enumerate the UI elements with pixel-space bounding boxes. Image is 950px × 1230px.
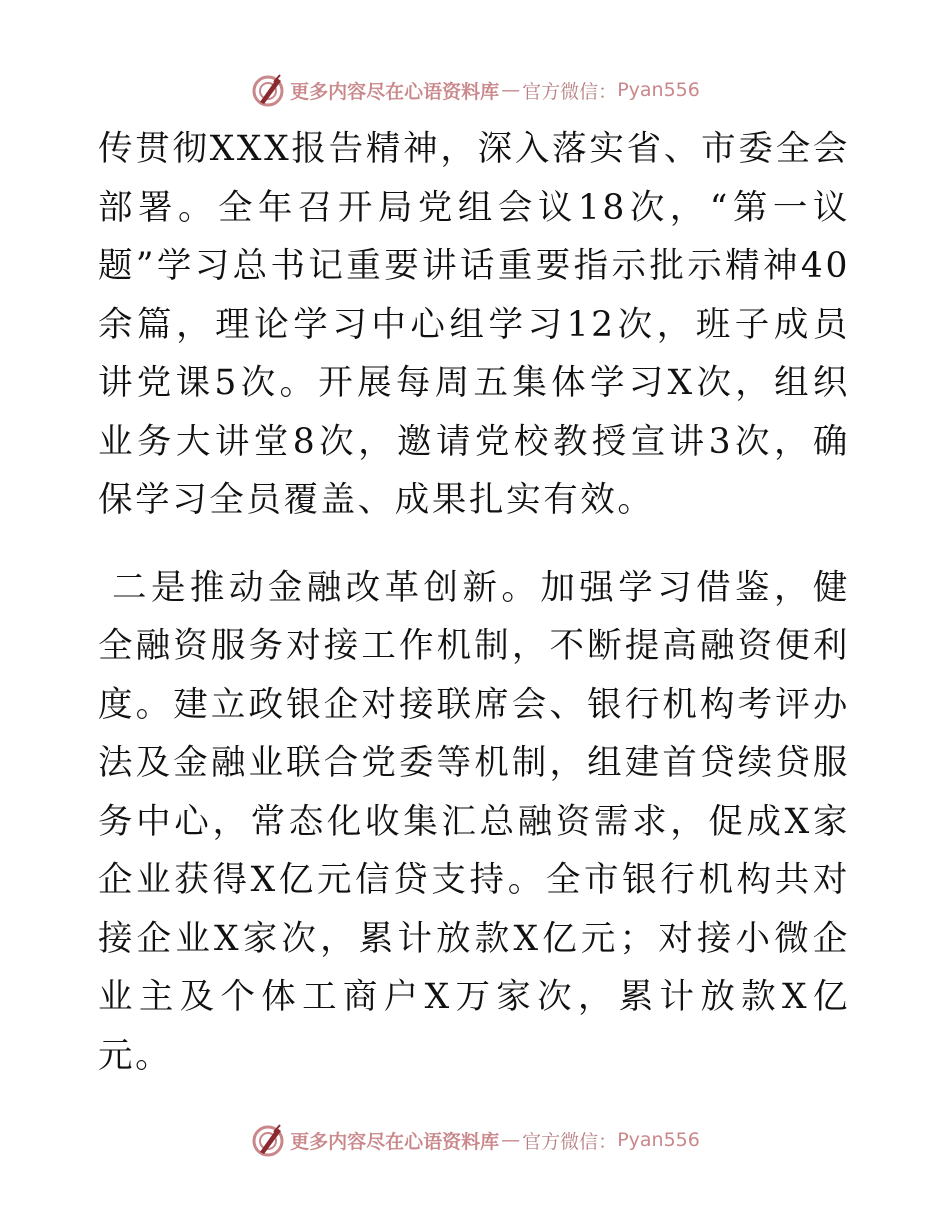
footer-watermark bbox=[0, 1120, 950, 1160]
header-watermark bbox=[0, 70, 950, 110]
quill-seal-logo-icon bbox=[250, 72, 286, 108]
watermark-wechat-label: 官方微信： bbox=[522, 1130, 618, 1153]
paragraph-1: 传贯彻XXX报告精神，深入落实省、市委全会部署。全年召开局党组会议18次，“第一议题”学习总书记重要讲话重要指示批示精神40余篇，理论学习中心组学习12次，班子成员讲党课5次。开展每周五集体学习X次，组织业务大讲堂8次，邀请党校教授宣讲3次，确保学习全员覆盖、成果扎实有效。 bbox=[98, 129, 850, 520]
watermark-wechat-id: Pyan556 bbox=[617, 1129, 700, 1151]
document-body bbox=[98, 120, 850, 1085]
watermark-text: 更多内容尽在心语资料库 bbox=[290, 80, 500, 103]
watermark-wechat-label: 官方微信： bbox=[522, 80, 618, 103]
watermark-separator: — bbox=[501, 1129, 521, 1151]
quill-seal-logo-icon bbox=[250, 1122, 286, 1158]
watermark-text: 更多内容尽在心语资料库 bbox=[290, 1130, 500, 1153]
watermark-wechat-id: Pyan556 bbox=[617, 79, 700, 101]
paragraph-2: 二是推动金融改革创新。加强学习借鉴，健全融资服务对接工作机制，不断提高融资便利度。建立政银企对接联席会、银行机构考评办法及金融业联合党委等机制，组建首贷续贷服务中心，常态化收集汇总融资需求，促成X家企业获得X亿元信贷支持。全市银行机构共对接企业X家次，累计放款X亿元；对接小微企业主及个体工商户X万家次，累计放款X亿元。 bbox=[98, 567, 850, 1076]
watermark-separator: — bbox=[501, 79, 521, 101]
